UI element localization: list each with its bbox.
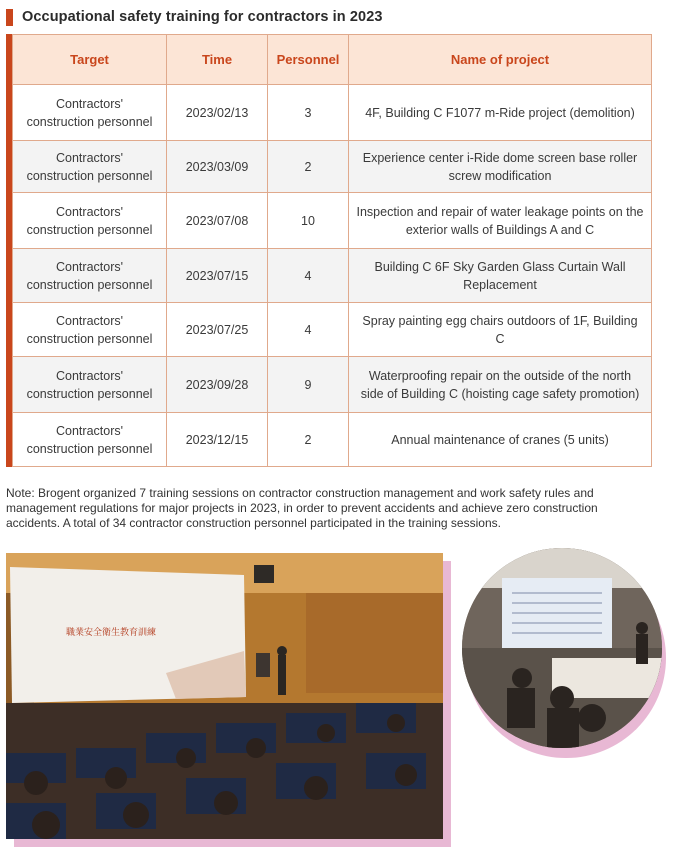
cell-time: 2023/07/25 — [167, 303, 268, 357]
training-photo-round — [462, 548, 672, 758]
cell-project-line: Experience center i-Ride dome screen base roller — [362, 150, 638, 165]
cell-target — [13, 303, 167, 357]
cell-target-line: Contractors' — [56, 204, 123, 219]
cell-project — [349, 357, 652, 413]
table-row — [13, 193, 652, 249]
auditorium-illustration — [6, 553, 443, 839]
cell-time: 2023/02/13 — [167, 85, 268, 141]
training-table — [12, 34, 652, 467]
cell-project-line: side of Building C (hoisting cage safety promotion) — [360, 386, 640, 401]
cell-target — [13, 85, 167, 141]
note-line: accidents. A total of 34 contractor construction personnel participated in the training sessions. — [6, 516, 501, 530]
cell-project-line: Spray painting egg chairs outdoors of 1F, Building — [362, 313, 638, 328]
cell-time: 2023/07/08 — [167, 193, 268, 249]
table-row — [13, 85, 652, 141]
cell-personnel: 10 — [268, 193, 349, 249]
cell-target-line: Contractors' — [56, 96, 123, 111]
cell-time: 2023/03/09 — [167, 141, 268, 193]
cell-project — [349, 85, 652, 141]
classroom-illustration — [462, 548, 662, 748]
cell-personnel: 3 — [268, 85, 349, 141]
training-table-container — [6, 34, 651, 467]
cell-target — [13, 249, 167, 303]
header-project: Name of project — [349, 35, 652, 85]
cell-project — [349, 141, 652, 193]
cell-personnel: 9 — [268, 357, 349, 413]
cell-target-line: Contractors' — [56, 423, 123, 438]
table-row — [13, 413, 652, 467]
cell-target-line: construction personnel — [26, 331, 153, 346]
cell-project-line: screw modification — [448, 168, 552, 183]
cell-time: 2023/07/15 — [167, 249, 268, 303]
section-title — [6, 8, 383, 26]
table-row — [13, 141, 652, 193]
cell-target-line: construction personnel — [26, 114, 153, 129]
cell-target-line: construction personnel — [26, 222, 153, 237]
cell-target-line: construction personnel — [26, 168, 153, 183]
table-accent-bar — [6, 34, 12, 467]
cell-project — [349, 303, 652, 357]
cell-project-line: 4F, Building C F1077 m-Ride project (demolition) — [365, 105, 635, 120]
note-text — [6, 486, 651, 531]
cell-target-line: construction personnel — [26, 441, 153, 456]
cell-project-line: Building C 6F Sky Garden Glass Curtain Wall — [374, 259, 626, 274]
cell-target-line: Contractors' — [56, 259, 123, 274]
note-line: management regulations for major projects in 2023, in order to prevent accidents and achieve zero construction — [6, 501, 598, 515]
cell-target-line: construction personnel — [26, 277, 153, 292]
screen-banner-text: 職業安全衛生教育訓練 — [66, 628, 157, 638]
table-body — [13, 85, 652, 467]
cell-personnel: 4 — [268, 303, 349, 357]
cell-project-line: Annual maintenance of cranes (5 units) — [391, 432, 609, 447]
table-row — [13, 357, 652, 413]
note-line: Note: Brogent organized 7 training sessions on contractor construction management and work safety rules and — [6, 486, 594, 500]
header-personnel: Personnel — [268, 35, 349, 85]
training-photo-main — [6, 553, 449, 845]
auditorium-photo — [6, 553, 443, 839]
cell-target — [13, 357, 167, 413]
classroom-photo — [462, 548, 662, 748]
cell-project — [349, 413, 652, 467]
cell-project — [349, 249, 652, 303]
cell-target — [13, 193, 167, 249]
cell-time: 2023/12/15 — [167, 413, 268, 467]
cell-project-line: Inspection and repair of water leakage points on the — [356, 204, 644, 219]
cell-target — [13, 141, 167, 193]
cell-project — [349, 193, 652, 249]
cell-time: 2023/09/28 — [167, 357, 268, 413]
title-accent-bar — [6, 9, 13, 26]
cell-project-line: Replacement — [463, 277, 537, 292]
cell-target-line: Contractors' — [56, 313, 123, 328]
cell-personnel: 4 — [268, 249, 349, 303]
cell-personnel: 2 — [268, 413, 349, 467]
cell-project-line: exterior walls of Buildings A and C — [405, 222, 595, 237]
table-row — [13, 249, 652, 303]
table-header-row — [13, 35, 652, 85]
cell-target-line: Contractors' — [56, 150, 123, 165]
cell-target-line: construction personnel — [26, 386, 153, 401]
cell-target — [13, 413, 167, 467]
cell-personnel: 2 — [268, 141, 349, 193]
header-target: Target — [13, 35, 167, 85]
table-row — [13, 303, 652, 357]
cell-target-line: Contractors' — [56, 368, 123, 383]
cell-project-line: Waterproofing repair on the outside of the north — [368, 368, 632, 383]
cell-project-line: C — [495, 331, 505, 346]
header-time: Time — [167, 35, 268, 85]
page-title: Occupational safety training for contractors in 2023 — [22, 9, 383, 25]
